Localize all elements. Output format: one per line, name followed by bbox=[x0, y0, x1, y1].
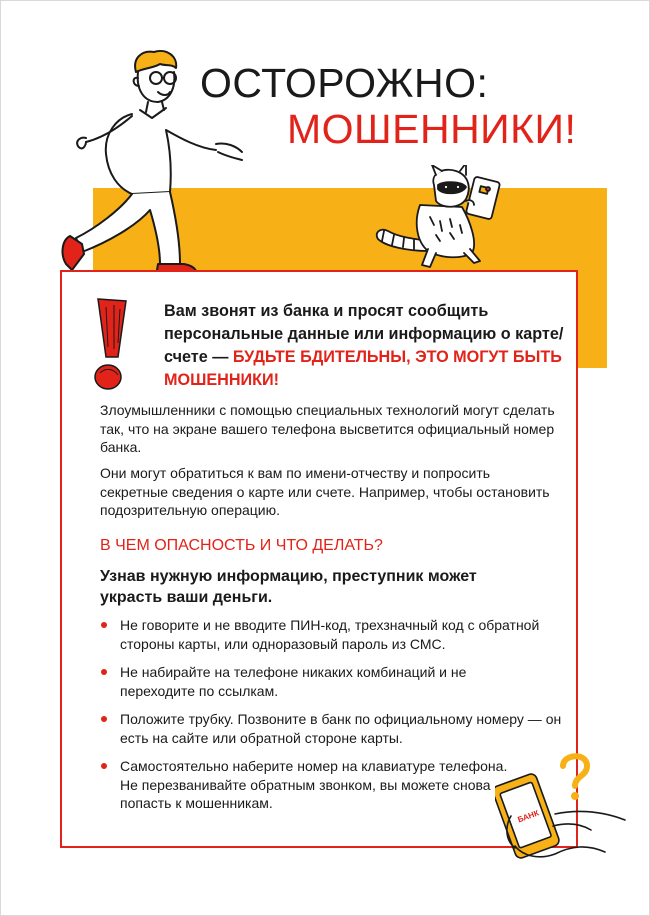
paragraph-2: Они могут обратиться к вам по имени-отчеству и попросить секретные сведения о карте или счете. Например, чтобы остановить подозрительную операцию. bbox=[100, 465, 550, 518]
tip-text: Не говорите и не вводите ПИН-код, трехзначный код с обратной стороны карты, или одноразовый пароль из СМС. bbox=[120, 617, 540, 652]
bullet-dot bbox=[101, 763, 107, 769]
tip-text: Положите трубку. Позвоните в банк по официальному номеру — он есть на сайте или обратной стороне карты. bbox=[120, 711, 562, 746]
tip-text: Не набирайте на телефоне никаких комбинаций и не переходите по ссылкам. bbox=[120, 664, 467, 699]
lead-highlight: БУДЬТЕ БДИТЕЛЬНЫ, ЭТО МОГУТ БЫТЬ МОШЕННИКИ! bbox=[164, 348, 562, 389]
raccoon-illustration bbox=[370, 165, 510, 275]
lead-text: Вам звонят из банка и просят сообщить персональные данные или информацию о карте/счете — bbox=[164, 302, 564, 366]
tip-item bbox=[100, 663, 500, 700]
title-line-2: МОШЕННИКИ! bbox=[287, 106, 577, 152]
bullet-dot bbox=[101, 622, 107, 628]
tip-item bbox=[100, 757, 510, 813]
lead-warning bbox=[164, 300, 564, 392]
tip-item bbox=[100, 710, 570, 747]
exclamation-icon bbox=[88, 295, 136, 395]
paragraph-1: Злоумышленники с помощью специальных технологий могут сделать так, что на экране вашего телефона высветится официальный номер банка. bbox=[100, 402, 555, 455]
section-heading: В ЧЕМ ОПАСНОСТЬ И ЧТО ДЕЛАТЬ? bbox=[100, 537, 383, 554]
tip-text: Самостоятельно наберите номер на клавиатуре телефона. Не перезванивайте обратным звонком, вы можете снова попасть к мошенникам. bbox=[120, 758, 508, 811]
phone-hand-illustration bbox=[495, 750, 635, 865]
bullet-dot bbox=[101, 669, 107, 675]
title-line-1: ОСТОРОЖНО: bbox=[200, 60, 489, 106]
tip-item bbox=[100, 616, 540, 653]
phone-screen-label: БАНК bbox=[516, 808, 541, 825]
section-subheading: Узнав нужную информацию, преступник может украсть ваши деньги. bbox=[100, 568, 477, 606]
bullet-dot bbox=[101, 716, 107, 722]
